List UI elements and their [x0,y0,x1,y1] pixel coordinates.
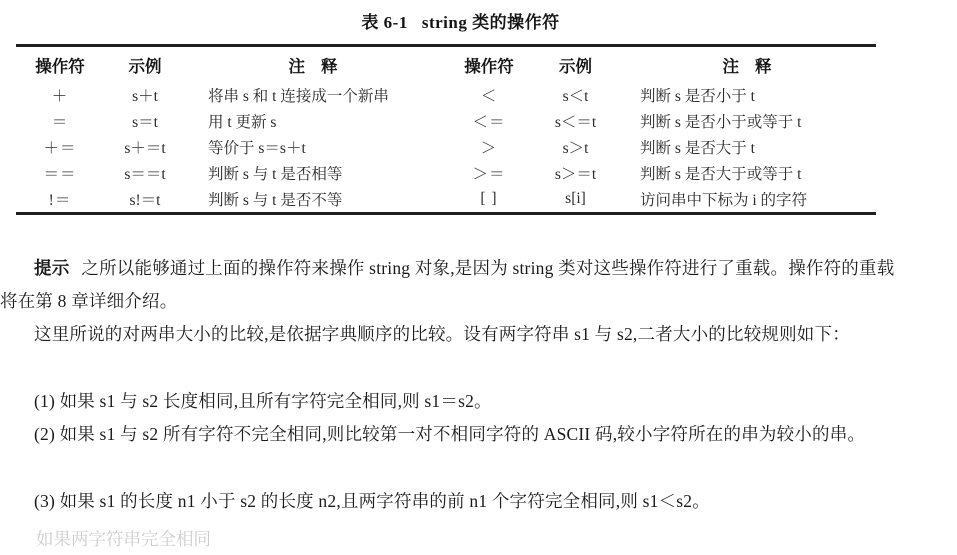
cell-example: s[i] [565,190,586,207]
cell-operator: !＝ [48,192,72,209]
cell-note: 判断 s 是否大于或等于 t [640,166,802,183]
table-row [16,160,876,186]
header-operator-right: 操作符 [464,56,514,76]
cell-operator: [ ] [480,190,498,207]
intro-text: 这里所说的对两串大小的比较,是依据字典顺序的比较。设有两字符串 s1 与 s2,二者大小的比较规则如下： [34,324,850,344]
rule-3-text: (3) 如果 s1 的长度 n1 小于 s2 的长度 n2,且两字符串的前 n1 个字符完全相同,则 s1＜s2。 [34,491,710,511]
header-operator-left: 操作符 [35,56,85,76]
cell-example: s＝t [132,114,158,131]
tip-label: 提示 [34,258,70,278]
cell-example: s＋＝t [124,140,166,157]
cell-example: s＜t [562,88,589,105]
cell-note: 判断 s 是否大于 t [640,140,755,157]
tip-paragraph [0,252,900,318]
header-note-left-a: 注 [288,56,305,76]
rule-item-1 [0,385,900,418]
table-row [16,134,876,160]
cell-example: s!＝t [129,192,161,209]
cell-example: s＞t [562,140,589,157]
header-note-right-a: 注 [722,56,739,76]
cell-operator: ＝＝ [43,166,77,183]
cell-note: 判断 s 是否小于 t [640,88,755,105]
header-example-right: 示例 [559,56,592,76]
table-body [16,82,876,212]
operators-table [16,47,876,212]
header-note-right-b: 释 [755,56,772,76]
cell-example: s＞＝t [554,166,597,183]
cell-note: 等价于 s＝s＋t [208,140,306,157]
table-row [16,186,876,212]
cell-operator: ＞＝ [472,166,506,183]
table-caption [0,8,921,33]
cut-off-next-line [0,529,921,555]
cell-operator: ＜ [480,88,498,105]
table-row [16,82,876,108]
cell-operator: ＋ [51,88,69,105]
cell-note: 判断 s 是否小于或等于 t [640,114,802,131]
cell-note: 将串 s 和 t 连接成一个新串 [208,88,389,105]
cell-example: s＋t [132,88,158,105]
table-row [16,108,876,134]
cell-example: s＜＝t [554,114,597,131]
table-number: 表 6-1 [361,13,408,32]
rule-1-text: (1) 如果 s1 与 s2 长度相同,且所有字符完全相同,则 s1＝s2。 [34,391,492,411]
cell-note: 用 t 更新 s [208,114,277,131]
header-note-left-b: 释 [321,56,338,76]
intro-paragraph [0,318,900,351]
header-example-left: 示例 [128,56,162,76]
tip-text: 之所以能够通过上面的操作符来操作 string 对象,是因为 string 类对这些操作符进行了重载。操作符的重载将在第 8 章详细介绍。 [0,258,895,311]
rule-2-text: (2) 如果 s1 与 s2 所有字符不完全相同,则比较第一对不相同字符的 ASCII 码,较小字符所在的串为较小的串。 [34,424,866,444]
rule-item-3 [0,485,900,518]
header-note-right [618,47,876,82]
cell-operator: ＞ [480,140,498,157]
rule-item-2 [0,418,900,451]
cell-example: s＝＝t [124,166,166,183]
table-header-row [16,47,876,82]
header-note-left [186,47,440,82]
cell-note: 访问串中下标为 i 的字符 [640,192,808,209]
table-title: string 类的操作符 [421,13,560,32]
cell-operator: ＋＝ [43,140,77,157]
cell-note: 判断 s 与 t 是否不等 [208,192,343,209]
cut-off-next-line-text: 如果两字符串完全相同 [36,529,211,549]
operators-table-container [16,44,876,215]
cell-operator: ＜＝ [472,114,506,131]
cell-note: 判断 s 与 t 是否相等 [208,166,343,183]
cell-operator: ＝ [51,114,69,131]
